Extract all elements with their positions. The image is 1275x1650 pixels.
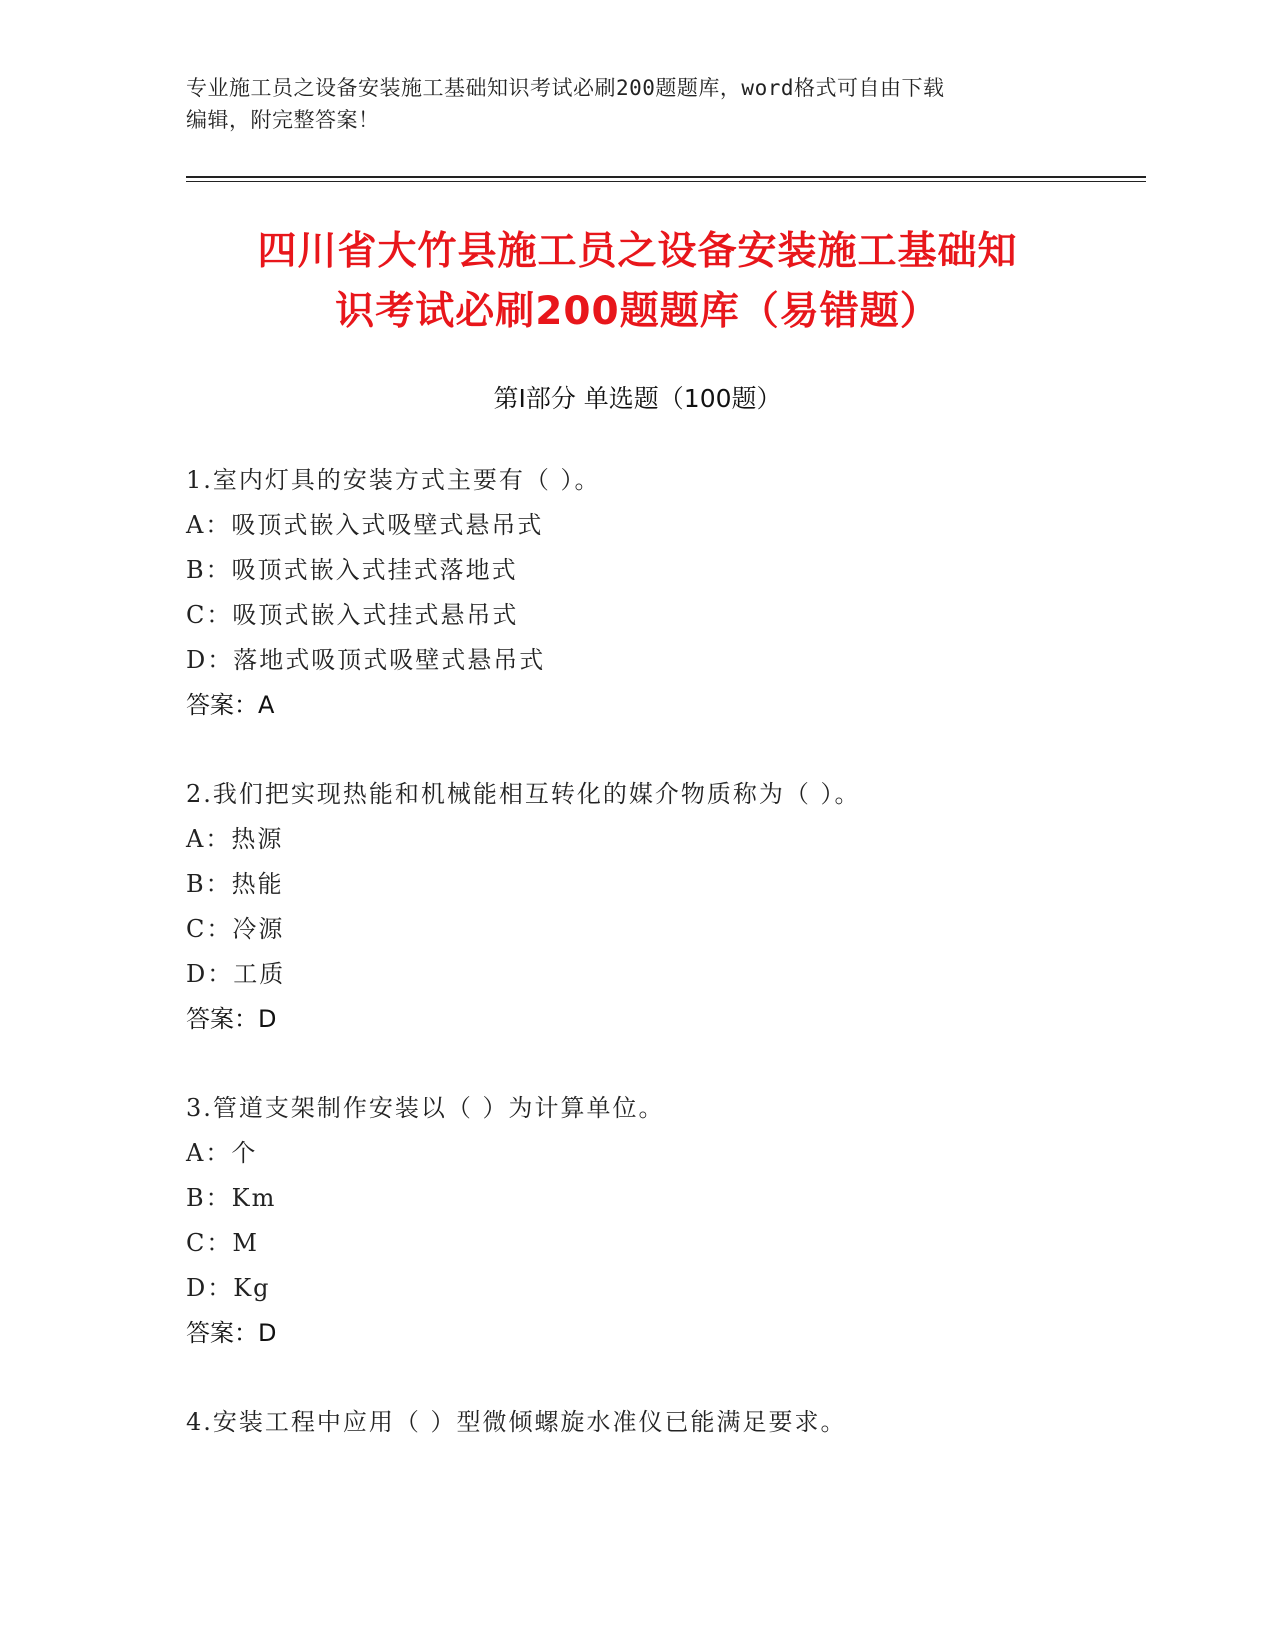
document-title — [160, 222, 1115, 342]
option-b: B：热能 — [186, 870, 284, 898]
document-title-line-2: 识考试必刷200题题库（易错题） — [335, 289, 940, 334]
header-note-line-1: 专业施工员之设备安装施工基础知识考试必刷200题题库，word格式可自由下载 — [186, 76, 945, 100]
question-stem: 4.安装工程中应用（ ）型微倾螺旋水准仪已能满足要求。 — [186, 1408, 847, 1436]
answer: 答案：D — [186, 1005, 277, 1033]
option-a: A：热源 — [186, 825, 284, 853]
header-note-line-2: 编辑，附完整答案！ — [186, 108, 380, 132]
section-title: 第Ⅰ部分 单选题（100题） — [493, 384, 782, 413]
document-title-line-1: 四川省大竹县施工员之设备安装施工基础知 — [257, 229, 1018, 274]
header-divider-thin — [186, 181, 1146, 182]
answer: 答案：D — [186, 1319, 277, 1347]
answer: 答案：A — [186, 691, 275, 719]
option-d: D：工质 — [186, 960, 286, 988]
option-c: C：M — [186, 1229, 259, 1257]
option-b: B：Km — [186, 1184, 277, 1212]
option-b: B：吸顶式嵌入式挂式落地式 — [186, 556, 518, 584]
option-c: C：吸顶式嵌入式挂式悬吊式 — [186, 601, 519, 629]
question-3 — [186, 1086, 1146, 1356]
option-a: A：吸顶式嵌入式吸壁式悬吊式 — [186, 511, 544, 539]
header-note — [186, 72, 1066, 136]
question-stem: 3.管道支架制作安装以（ ）为计算单位。 — [186, 1094, 665, 1122]
question-2 — [186, 772, 1146, 1042]
question-stem: 1.室内灯具的安装方式主要有（ ）。 — [186, 466, 601, 494]
option-a: A：个 — [186, 1139, 258, 1167]
question-stem: 2.我们把实现热能和机械能相互转化的媒介物质称为（ ）。 — [186, 780, 861, 808]
header-divider-thick — [186, 176, 1146, 178]
option-c: C：冷源 — [186, 915, 285, 943]
option-d: D：Kg — [186, 1274, 271, 1302]
option-d: D：落地式吸顶式吸壁式悬吊式 — [186, 646, 546, 674]
question-4 — [186, 1400, 1146, 1445]
question-1 — [186, 458, 1146, 728]
